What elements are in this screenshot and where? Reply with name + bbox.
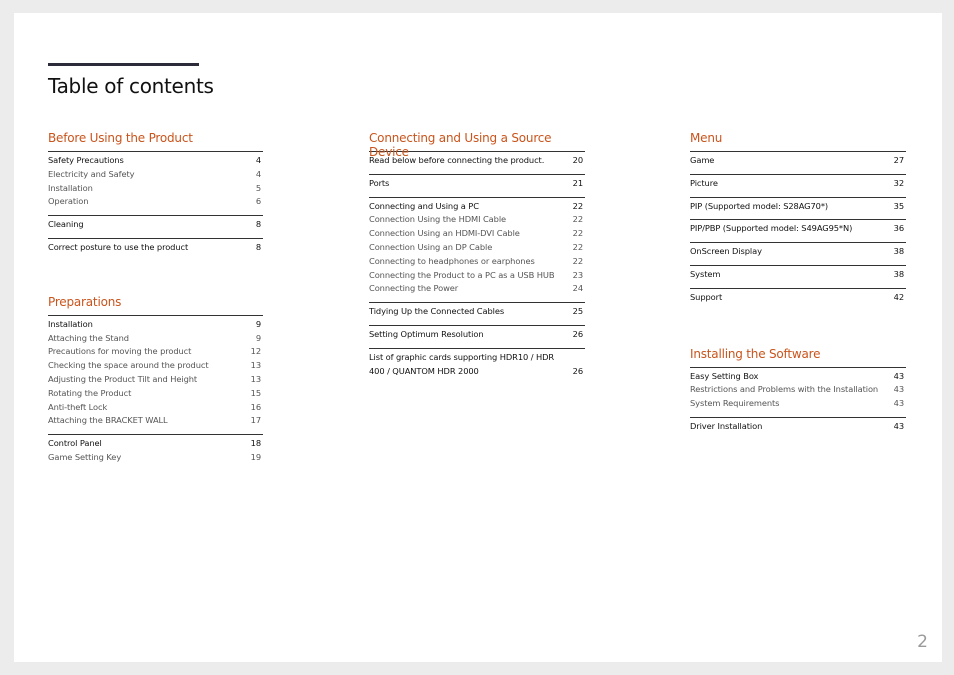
toc-group — [48, 215, 263, 238]
toc-entry-label: Connection Using an HDMI-DVI Cable — [369, 228, 520, 239]
toc-group — [690, 288, 906, 311]
page-number: 2 — [917, 632, 928, 652]
toc-group — [690, 367, 906, 417]
toc-entry-page: 4 — [255, 155, 261, 165]
toc-entry-page: 5 — [255, 182, 261, 193]
toc-entry[interactable] — [690, 154, 906, 168]
toc-entry-page: 22 — [572, 200, 583, 211]
toc-entry-page: 22 — [572, 255, 583, 266]
toc-entry-label: Connecting to headphones or earphones — [369, 255, 535, 266]
toc-entry-page: 9 — [255, 318, 261, 329]
toc-entry-label: Installation — [48, 318, 93, 329]
toc-entry[interactable] — [48, 359, 263, 373]
toc-entry-label: Attaching the Stand — [48, 332, 129, 343]
section-heading[interactable]: Preparations — [48, 294, 122, 309]
toc-entry[interactable] — [690, 383, 906, 397]
toc-entry[interactable] — [690, 370, 906, 384]
document-page — [14, 13, 942, 662]
toc-entry[interactable] — [48, 373, 263, 387]
toc-column-1 — [48, 131, 263, 471]
toc-entry[interactable] — [690, 268, 906, 282]
toc-entry[interactable] — [369, 269, 585, 283]
toc-entry-label: Checking the space around the product — [48, 360, 209, 371]
page-title: Table of contents — [48, 74, 214, 98]
toc-column-2 — [369, 131, 585, 384]
toc-entry-label: List of graphic cards supporting HDR10 / HDR 400 / QUANTOM HDR 2000 — [369, 351, 555, 376]
toc-entry[interactable] — [690, 291, 906, 305]
toc-entry-label: Operation — [48, 196, 89, 207]
toc-entry-label: Cleaning — [48, 219, 84, 230]
toc-entry-page: 25 — [572, 306, 583, 317]
toc-entry[interactable] — [369, 305, 585, 319]
toc-entry-page: 22 — [572, 228, 583, 239]
toc-entry[interactable] — [690, 222, 906, 236]
toc-entry-page: 16 — [250, 401, 261, 412]
toc-entry-page: 36 — [893, 223, 904, 234]
toc-entry[interactable] — [690, 245, 906, 259]
toc-group — [369, 348, 585, 385]
toc-entry-label: OnScreen Display — [690, 246, 762, 257]
toc-entry-label: PIP/PBP (Supported model: S49AG95*N) — [690, 223, 853, 234]
section-heading[interactable]: Before Using the Product — [48, 131, 193, 145]
toc-entry[interactable] — [369, 177, 585, 191]
toc-entry[interactable] — [48, 451, 263, 465]
toc-entry-page: 43 — [893, 398, 904, 409]
toc-entry-page: 27 — [893, 155, 904, 165]
toc-entry-page: 17 — [250, 415, 261, 426]
toc-entry-label: Precautions for moving the product — [48, 346, 192, 357]
toc-entry-page: 38 — [893, 246, 904, 257]
toc-entry-label: Connecting the Power — [369, 283, 459, 294]
toc-entry-page: 32 — [893, 177, 904, 188]
toc-entry[interactable] — [690, 177, 906, 191]
toc-entry-label: Rotating the Product — [48, 387, 132, 398]
toc-entry-label: Connecting and Using a PC — [369, 200, 479, 211]
toc-group — [690, 174, 906, 197]
toc-entry-page: 4 — [255, 168, 261, 179]
toc-entry-page: 43 — [893, 420, 904, 431]
toc-entry[interactable] — [48, 401, 263, 415]
toc-entry-label: System Requirements — [690, 398, 780, 409]
toc-entry-page: 9 — [255, 332, 261, 343]
toc-entry-label: Installation — [48, 182, 93, 193]
toc-entry-page: 6 — [255, 196, 261, 207]
toc-entry[interactable] — [48, 195, 263, 209]
toc-entry-label: Easy Setting Box — [690, 370, 759, 381]
toc-entry[interactable] — [48, 218, 263, 232]
toc-entry-label: Setting Optimum Resolution — [369, 328, 484, 339]
toc-entry[interactable] — [48, 332, 263, 346]
toc-entry-page: 43 — [893, 384, 904, 395]
toc-entry[interactable] — [369, 241, 585, 255]
section-heading[interactable]: Installing the Software — [690, 346, 821, 361]
toc-entry-page: 22 — [572, 214, 583, 225]
toc-entry[interactable] — [48, 387, 263, 401]
toc-entry-label: Ports — [369, 177, 390, 188]
toc-entry[interactable] — [48, 241, 263, 255]
toc-entry-label: PIP (Supported model: S28AG70*) — [690, 200, 829, 211]
toc-group — [369, 197, 585, 303]
toc-entry[interactable] — [690, 397, 906, 411]
toc-group — [690, 242, 906, 265]
toc-entry[interactable] — [48, 168, 263, 182]
toc-entry-page: 38 — [893, 268, 904, 279]
toc-group — [369, 325, 585, 348]
toc-group — [369, 302, 585, 325]
toc-entry-page: 8 — [255, 241, 261, 252]
toc-entry-label: Correct posture to use the product — [48, 241, 189, 252]
toc-entry[interactable] — [369, 213, 585, 227]
toc-group — [48, 238, 263, 261]
toc-entry-page: 8 — [255, 219, 261, 230]
toc-group — [369, 151, 585, 174]
toc-entry-label: Driver Installation — [690, 420, 763, 431]
toc-entry-page: 24 — [572, 283, 583, 294]
toc-group — [369, 174, 585, 197]
toc-entry[interactable] — [48, 318, 263, 332]
toc-entry-label: Anti-theft Lock — [48, 401, 108, 412]
toc-entry-page: 20 — [572, 155, 583, 165]
toc-entry-page: 22 — [572, 241, 583, 252]
toc-entry[interactable] — [48, 182, 263, 196]
toc-entry[interactable] — [48, 437, 263, 451]
toc-entry-label: Game — [690, 155, 715, 165]
toc-group — [48, 315, 263, 434]
toc-entry[interactable] — [369, 328, 585, 342]
toc-entry-label: Connection Using an DP Cable — [369, 241, 493, 252]
toc-group — [48, 151, 263, 215]
toc-entry[interactable] — [369, 154, 585, 168]
toc-group — [690, 265, 906, 288]
toc-entry-page: 23 — [572, 269, 583, 280]
toc-entry-page: 21 — [572, 177, 583, 188]
toc-entry-page: 15 — [250, 387, 261, 398]
toc-entry-page: 26 — [572, 328, 583, 339]
toc-entry[interactable] — [690, 200, 906, 214]
toc-entry-page: 13 — [250, 360, 261, 371]
toc-entry-page: 26 — [572, 365, 583, 376]
toc-entry-label: Read below before connecting the product. — [369, 155, 545, 165]
toc-column-3 — [690, 131, 906, 440]
toc-entry-page: 13 — [250, 373, 261, 384]
toc-section — [48, 295, 263, 471]
toc-entry-page: 42 — [893, 291, 904, 302]
toc-group — [48, 434, 263, 471]
toc-entry-page: 35 — [893, 200, 904, 211]
toc-group — [690, 197, 906, 220]
toc-entry[interactable] — [369, 200, 585, 214]
toc-entry[interactable] — [48, 414, 263, 428]
toc-group — [690, 417, 906, 440]
section-heading[interactable]: Menu — [690, 131, 723, 145]
toc-section — [369, 131, 585, 384]
toc-entry[interactable] — [369, 282, 585, 296]
toc-section — [690, 131, 906, 311]
toc-group — [690, 151, 906, 174]
toc-entry-label: Attaching the BRACKET WALL — [48, 415, 168, 426]
toc-entry-label: Electricity and Safety — [48, 168, 135, 179]
toc-entry[interactable] — [369, 227, 585, 241]
toc-entry-label: Game Setting Key — [48, 451, 122, 462]
toc-entry-label: Tidying Up the Connected Cables — [369, 306, 505, 317]
toc-entry-page: 43 — [893, 370, 904, 381]
toc-entry-label: Safety Precautions — [48, 155, 124, 165]
toc-entry-label: System — [690, 268, 721, 279]
toc-entry-label: Adjusting the Product Tilt and Height — [48, 373, 198, 384]
toc-entry[interactable] — [690, 420, 906, 434]
toc-entry-label: Restrictions and Problems with the Installation — [690, 384, 879, 395]
toc-entry[interactable] — [369, 351, 585, 379]
toc-entry-page: 19 — [250, 451, 261, 462]
toc-entry-label: Picture — [690, 177, 718, 188]
toc-entry-label: Connection Using the HDMI Cable — [369, 214, 507, 225]
section-heading[interactable]: Connecting and Using a Source Device — [369, 131, 552, 159]
toc-section — [690, 347, 906, 440]
toc-entry-page: 12 — [250, 346, 261, 357]
toc-entry-page: 18 — [250, 438, 261, 449]
toc-entry-label: Control Panel — [48, 438, 102, 449]
toc-entry[interactable] — [369, 255, 585, 269]
title-accent-bar — [48, 63, 199, 66]
toc-entry[interactable] — [48, 345, 263, 359]
toc-group — [690, 219, 906, 242]
toc-entry[interactable] — [48, 154, 263, 168]
toc-section — [48, 131, 263, 261]
toc-entry-label: Connecting the Product to a PC as a USB HUB — [369, 269, 555, 280]
toc-entry-label: Support — [690, 291, 723, 302]
